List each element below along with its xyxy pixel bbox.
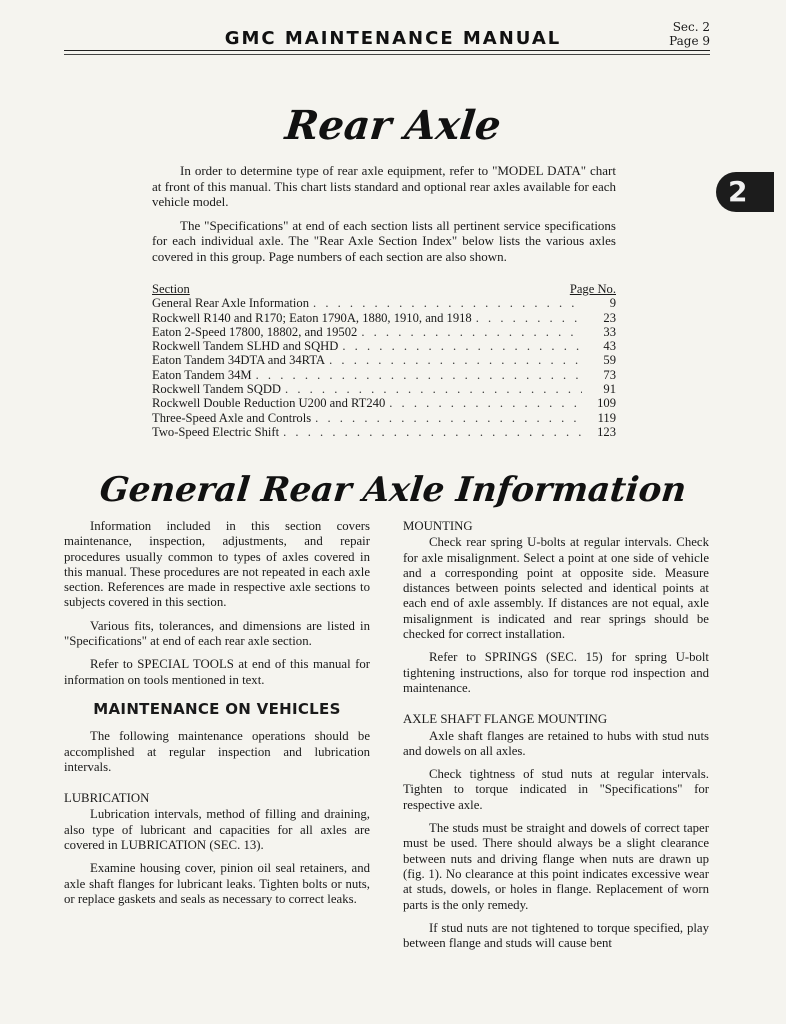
body-paragraph: Axle shaft flanges are retained to hubs with stud nuts and dowels on all axles. [403,728,709,758]
index-row-page: 43 [603,339,616,354]
index-row [152,425,616,439]
index-row [152,296,616,310]
index-leader-dots [315,411,582,425]
body-paragraph: Examine housing cover, pinion oil seal retainers, and axle shaft flanges for lubricant leaks. Tighten bolts or nuts, or replace gaskets and seals as necessary to correct leaks. [64,861,370,906]
index-row-page: 73 [603,367,616,382]
index-row [152,311,616,325]
body-paragraph: Check tightness of stud nuts at regular intervals. Tighten to torque indicated in "Specifications" for respective axle. [403,767,709,812]
index-leader-dots [256,368,582,382]
index-row-label: Rockwell R140 and R170; Eaton 1790A, 1880, 1910, and 1918 [152,310,472,325]
index-row-page: 109 [597,396,616,411]
index-row-label: Rockwell Tandem SLHD and SQHD [152,339,339,354]
index-row-label: Rockwell Tandem SQDD [152,382,282,397]
index-leader-dots [313,296,582,310]
index-row [152,339,616,353]
index-row-page: 123 [597,424,616,439]
body-paragraph: If stud nuts are not tightened to torque specified, play between flange and studs will cause bent [403,920,709,951]
right-column [403,519,709,959]
index-row-page: 9 [609,296,616,311]
index-row-page: 33 [603,324,616,339]
index-row-label: Eaton Tandem 34M [152,367,252,382]
body-paragraph: Lubrication intervals, method of filling and draining, also type of lubricant and capacities for all axles are covered in LUBRICATION (SEC. 13). [64,807,370,853]
intro-text [152,163,616,272]
flange-mounting-heading: AXLE SHAFT FLANGE MOUNTING [403,712,608,727]
body-paragraph: Refer to SPECIAL TOOLS at end of this manual for information on tools mentioned in text. [64,657,370,687]
index-row-label: Eaton Tandem 34DTA and 34RTA [152,353,326,368]
index-section-header: Section [152,282,190,296]
index-row [152,382,616,396]
index-header [152,282,616,296]
index-row-page: 119 [597,410,616,425]
spacer [403,704,709,712]
header-rule-thick [64,50,710,51]
maintenance-heading: MAINTENANCE ON VEHICLES [93,699,341,718]
index-row-page: 91 [603,382,616,397]
intro-paragraph: In order to determine type of rear axle equipment, refer to "MODEL DATA" chart at front of this manual. This chart lists standard and optional rear axles available for each vehicle model. [152,163,616,209]
section-number: Sec. 2 [672,20,710,34]
index-leader-dots [361,325,582,339]
body-paragraph: Various fits, tolerances, and dimensions are listed in "Specifications" at end of each rear axle section. [64,618,370,649]
index-leader-dots [476,311,582,325]
index-row-label: Eaton 2-Speed 17800, 18802, and 19502 [152,324,358,339]
body-paragraph: Check rear spring U-bolts at regular intervals. Check for axle misalignment. Select a point at one side of vehicle and a corresponding point at opposite side. Measure distances between points selected and identical points at each end of axle assembly. If distances are not equal, axle misalignment is indicated and rear springs should be checked for correct installation. [403,535,709,642]
index-row [152,325,616,339]
manual-title: GMC MAINTENANCE MANUAL [224,28,562,49]
section-page-label [669,20,710,48]
index-row-label: Three-Speed Axle and Controls [152,410,312,425]
left-column [64,519,370,915]
index-row-page: 59 [603,353,616,368]
index-row [152,411,616,425]
intro-paragraph: The "Specifications" at end of each section lists all pertinent service specifications for each individual axle. The "Rear Axle Section Index" below lists the various axles covered in this group. Page numbers of each section are also shown. [152,217,616,264]
section-index [152,282,616,439]
index-row-label: Rockwell Double Reduction U200 and RT240 [152,396,386,411]
index-page-header: Page No. [569,282,616,296]
body-paragraph: Information included in this section covers maintenance, inspection, adjustments, and repair procedures usually common to types of axles covered in this manual. These procedures are not repeated in each axle section. References are made in respective axle sections to subjects covered in this section. [64,519,370,610]
index-leader-dots [389,396,582,410]
lubrication-heading: LUBRICATION [64,791,150,806]
index-row-label: Two-Speed Electric Shift [152,424,280,439]
index-leader-dots [329,353,582,367]
spacer [64,783,370,791]
body-paragraph: Refer to SPRINGS (SEC. 15) for spring U-bolt tightening instructions, also for torque rod inspection and maintenance. [403,650,709,695]
index-leader-dots [285,382,582,396]
page-number: Page 9 [669,34,710,48]
index-leader-dots [342,339,582,353]
index-row-label: General Rear Axle Information [152,296,310,311]
body-paragraph: The studs must be straight and dowels of correct taper must be used. There should always be a slight clearance between nuts and driving flange when nuts are drawn up (fig. 1). No clearance at this point indicates excessive wear at studs, dowels, or holes in flange. Replacement of worn parts is the only remedy. [403,821,709,912]
body-paragraph: The following maintenance operations should be accomplished at regular inspection and lubrication intervals. [64,729,370,774]
index-row [152,368,616,382]
index-row-page: 23 [603,310,616,325]
index-rows [152,296,616,439]
header-rule-thin [64,54,710,55]
section-tab: 2 [716,172,774,212]
mounting-heading: MOUNTING [403,519,473,533]
index-row [152,396,616,410]
rear-axle-heading: Rear Axle [282,102,504,149]
index-row [152,353,616,367]
index-leader-dots [283,425,582,439]
general-info-heading: General Rear Axle Information [97,470,689,510]
